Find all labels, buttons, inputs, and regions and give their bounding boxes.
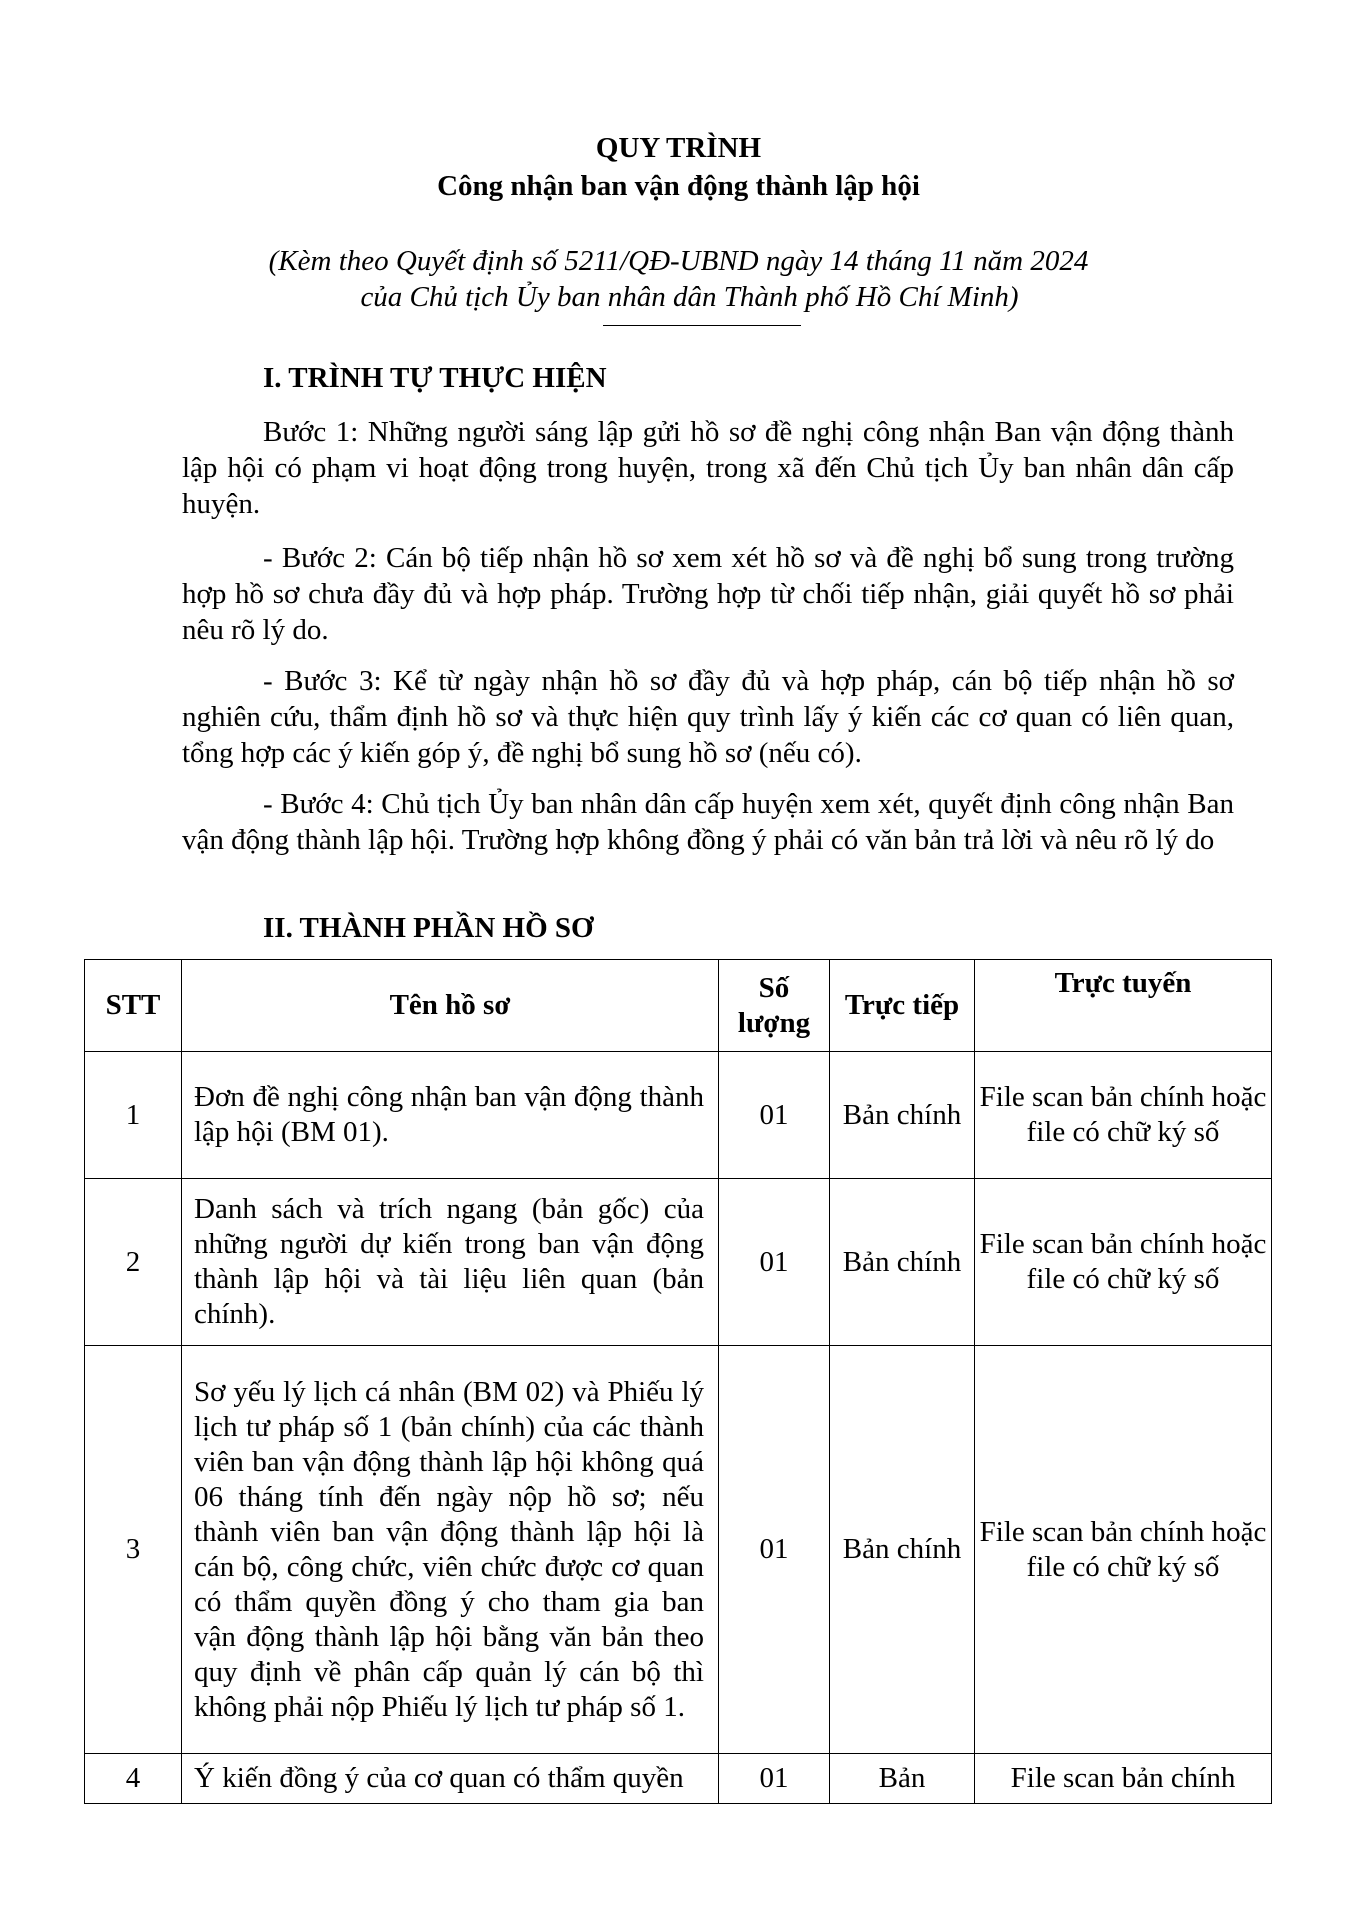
row-direct: Bản chính: [830, 1346, 975, 1754]
document-title: QUY TRÌNH: [595, 132, 762, 164]
reference-line-2: của Chủ tịch Ủy ban nhân dân Thành phố Hồ Chí Minh): [360, 281, 1019, 313]
header-quantity: Số lượng: [719, 960, 830, 1052]
row-direct: Bản chính: [830, 1179, 975, 1346]
header-direct: Trực tiếp: [830, 960, 975, 1052]
document-subtitle: Công nhận ban vận động thành lập hội: [437, 170, 920, 202]
row-online: File scan bản chính: [975, 1754, 1272, 1804]
row-stt: 4: [85, 1754, 182, 1804]
header-stt: STT: [85, 960, 182, 1052]
section-2-heading: II. THÀNH PHẦN HỒ SƠ: [263, 912, 594, 944]
row-document-name: Danh sách và trích ngang (bản gốc) của những người dự kiến trong ban vận động thành lập hội và tài liệu liên quan (bản chính).: [182, 1179, 719, 1346]
step-4-paragraph: - Bước 4: Chủ tịch Ủy ban nhân dân cấp huyện xem xét, quyết định công nhận Ban vận động thành lập hội. Trường hợp không đồng ý phải có văn bản trả lời và nêu rõ lý do: [182, 788, 1234, 856]
table-row: [85, 1754, 1272, 1804]
row-document-name: Đơn đề nghị công nhận ban vận động thành lập hội (BM 01).: [182, 1052, 719, 1179]
row-quantity: 01: [719, 1346, 830, 1754]
header-name: Tên hồ sơ: [182, 960, 719, 1052]
row-direct: Bản: [830, 1754, 975, 1804]
row-stt: 2: [85, 1179, 182, 1346]
row-quantity: 01: [719, 1179, 830, 1346]
row-document-name: Sơ yếu lý lịch cá nhân (BM 02) và Phiếu lý lịch tư pháp số 1 (bản chính) của các thành viên ban vận động thành lập hội không quá 06 tháng tính đến ngày nộp hồ sơ; nếu thành viên ban vận động thành lập hội là cán bộ, công chức, viên chức được cơ quan có thẩm quyền đồng ý cho tham gia ban vận động thành lập hội bằng văn bản theo quy định về phân cấp quản lý cán bộ thì không phải nộp Phiếu lý lịch tư pháp số 1.: [182, 1346, 719, 1754]
row-stt: 3: [85, 1346, 182, 1754]
step-3-paragraph: - Bước 3: Kể từ ngày nhận hồ sơ đầy đủ và hợp pháp, cán bộ tiếp nhận hồ sơ nghiên cứu, thẩm định hồ sơ và thực hiện quy trình lấy ý kiến các cơ quan có liên quan, tổng hợp các ý kiến góp ý, đề nghị bổ sung hồ sơ (nếu có).: [182, 665, 1234, 769]
reference-line-1: (Kèm theo Quyết định số 5211/QĐ-UBND ngày 14 tháng 11 năm 2024: [268, 245, 1089, 277]
header-online: Trực tuyến: [975, 960, 1272, 1052]
documents-table: [84, 959, 1272, 1804]
step-2-paragraph: - Bước 2: Cán bộ tiếp nhận hồ sơ xem xét hồ sơ và đề nghị bổ sung trong trường hợp hồ sơ chưa đầy đủ và hợp pháp. Trường hợp từ chối tiếp nhận, giải quyết hồ sơ phải nêu rõ lý do.: [182, 542, 1234, 646]
table-row: [85, 1052, 1272, 1179]
row-direct: Bản chính: [830, 1052, 975, 1179]
title-underline: [603, 325, 801, 326]
row-stt: 1: [85, 1052, 182, 1179]
table-header-row: [85, 960, 1272, 1052]
row-online: File scan bản chính hoặc file có chữ ký số: [975, 1052, 1272, 1179]
row-document-name: Ý kiến đồng ý của cơ quan có thẩm quyền: [182, 1754, 719, 1804]
table-row: [85, 1179, 1272, 1346]
row-quantity: 01: [719, 1754, 830, 1804]
row-quantity: 01: [719, 1052, 830, 1179]
table-row: [85, 1346, 1272, 1754]
row-online: File scan bản chính hoặc file có chữ ký số: [975, 1346, 1272, 1754]
section-1-heading: I. TRÌNH TỰ THỰC HIỆN: [263, 362, 607, 394]
step-1-paragraph: Bước 1: Những người sáng lập gửi hồ sơ đề nghị công nhận Ban vận động thành lập hội có phạm vi hoạt động trong huyện, trong xã đến Chủ tịch Ủy ban nhân dân cấp huyện.: [182, 416, 1234, 520]
row-online: File scan bản chính hoặc file có chữ ký số: [975, 1179, 1272, 1346]
